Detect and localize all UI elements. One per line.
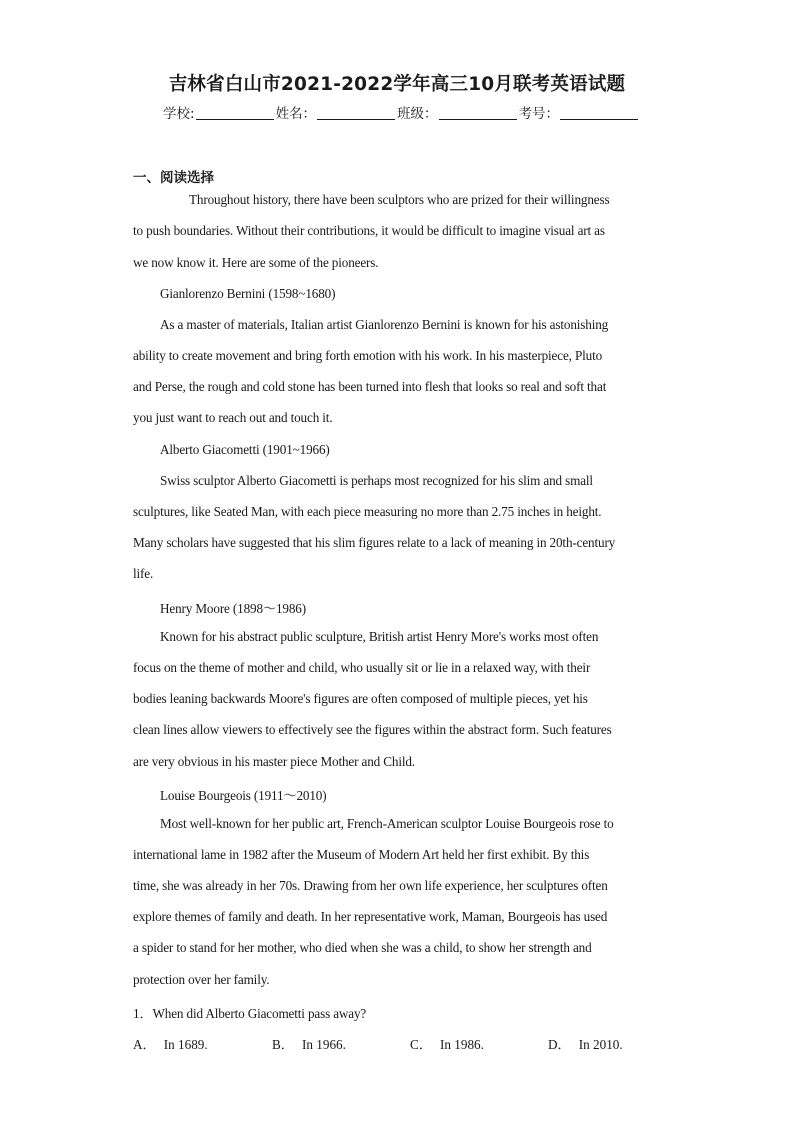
passage-line: life. bbox=[133, 566, 154, 581]
passage-line: Many scholars have suggested that his slim figures relate to a lack of meaning in 20th-century bbox=[133, 535, 616, 550]
name-blank[interactable] bbox=[317, 105, 395, 120]
number-label: 考号： bbox=[518, 106, 560, 122]
page-title: 吉林省白山市2021-2022学年高三10月联考英语试题 bbox=[168, 74, 626, 95]
question-text: 1．When did Alberto Giacometti pass away? bbox=[133, 1006, 367, 1021]
passage-line: protection over her family. bbox=[133, 972, 270, 987]
school-label: 学校: bbox=[163, 106, 195, 122]
passage-line: time, she was already in her 70s. Drawing from her own life experience, her sculptures often bbox=[133, 878, 608, 893]
option-text: In 1966. bbox=[301, 1037, 346, 1052]
passage-line: bodies leaning backwards Moore's figures are often composed of multiple pieces, yet his bbox=[133, 691, 588, 706]
passage-line: Most well-known for her public art, French-American sculptor Louise Bourgeois rose to bbox=[160, 816, 614, 831]
passage-line: a spider to stand for her mother, who died when she was a child, to show her strength and bbox=[133, 940, 592, 955]
passage-line: are very obvious in his master piece Mother and Child. bbox=[133, 754, 415, 769]
option-letter: C． bbox=[410, 1037, 432, 1052]
section-subheading: Alberto Giacometti (1901~1966) bbox=[160, 442, 330, 457]
passage-line: clean lines allow viewers to effectively see the figures within the abstract form. Such features bbox=[133, 722, 612, 737]
section-subheading: Louise Bourgeois (1911～2010) bbox=[160, 788, 327, 803]
passage-line: and Perse, the rough and cold stone has been turned into flesh that looks so real and soft that bbox=[133, 379, 607, 394]
option-text: In 1689. bbox=[163, 1037, 208, 1052]
class-blank[interactable] bbox=[439, 105, 517, 120]
option-text: In 2010. bbox=[578, 1037, 623, 1052]
answer-options bbox=[133, 1034, 673, 1054]
passage-line: you just want to reach out and touch it. bbox=[133, 410, 333, 425]
passage-line: As a master of materials, Italian artist Gianlorenzo Bernini is known for his astonishing bbox=[160, 317, 609, 332]
passage-line: explore themes of family and death. In her representative work, Maman, Bourgeois has used bbox=[133, 909, 608, 924]
passage-line: focus on the theme of mother and child, who usually sit or lie in a relaxed way, with their bbox=[133, 660, 591, 675]
option-b[interactable] bbox=[272, 1034, 346, 1053]
passage-line: to push boundaries. Without their contributions, it would be difficult to imagine visual art as bbox=[133, 223, 605, 238]
number-blank[interactable] bbox=[560, 105, 638, 120]
passage-line: international lame in 1982 after the Museum of Modern Art held her first exhibit. By this bbox=[133, 847, 590, 862]
passage-line: Throughout history, there have been sculptors who are prized for their willingness bbox=[189, 192, 610, 207]
section-subheading: Gianlorenzo Bernini (1598~1680) bbox=[160, 286, 336, 301]
option-a[interactable] bbox=[133, 1034, 208, 1053]
student-info-line bbox=[163, 102, 640, 122]
passage-line: we now know it. Here are some of the pioneers. bbox=[133, 255, 379, 270]
section-subheading: Henry Moore (1898～1986) bbox=[160, 601, 306, 616]
section-heading: 一、阅读选择 bbox=[133, 170, 214, 186]
name-label: 姓名： bbox=[275, 106, 317, 122]
passage-line: Known for his abstract public sculpture, British artist Henry More's works most often bbox=[160, 629, 599, 644]
passage-line: ability to create movement and bring forth emotion with his work. In his masterpiece, Pluto bbox=[133, 348, 603, 363]
option-c[interactable] bbox=[410, 1034, 484, 1053]
option-text: In 1986. bbox=[439, 1037, 484, 1052]
option-d[interactable] bbox=[548, 1034, 623, 1053]
option-letter: D． bbox=[548, 1037, 571, 1052]
passage-line: sculptures, like Seated Man, with each piece measuring no more than 2.75 inches in height. bbox=[133, 504, 602, 519]
option-letter: A． bbox=[133, 1037, 156, 1052]
school-blank[interactable] bbox=[196, 105, 274, 120]
class-label: 班级： bbox=[397, 106, 438, 122]
option-letter: B． bbox=[272, 1037, 294, 1052]
passage-line: Swiss sculptor Alberto Giacometti is perhaps most recognized for his slim and small bbox=[160, 473, 593, 488]
